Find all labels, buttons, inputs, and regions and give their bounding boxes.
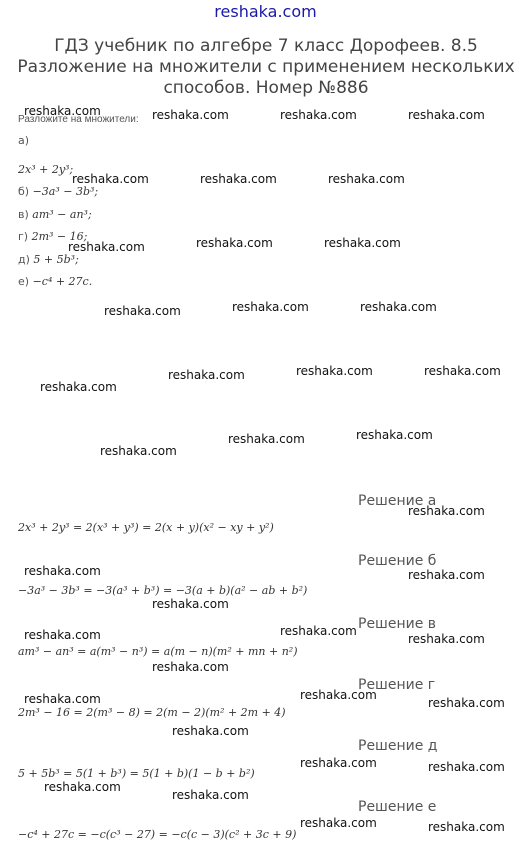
watermark: reshaka.com [104,304,181,318]
task-item-g: г) 2m³ − 16; [18,230,88,243]
watermark: reshaka.com [24,628,101,642]
solution-a-heading: Решение а [358,493,437,509]
watermark: reshaka.com [280,624,357,638]
watermark: reshaka.com [408,108,485,122]
watermark: reshaka.com [172,724,249,738]
page-title: ГДЗ учебник по алгебре 7 класс Дорофеев. 8.5 Разложение на множители с применением нескольких способов. Номер №886 [17,36,515,98]
watermark: reshaka.com [300,688,377,702]
watermark: reshaka.com [172,788,249,802]
task-intro: Разложите на множители: [18,114,139,125]
solution-e-formula: −c⁴ + 27c = −c(c³ − 27) = −c(c − 3)(c² + 3c + 9) [18,828,297,841]
watermark: reshaka.com [228,432,305,446]
task-item-b: б) −3a³ − 3b³; [18,185,99,198]
watermark: reshaka.com [24,692,101,706]
task-item-e: е) −c⁴ + 27c. [18,275,93,288]
watermark: reshaka.com [24,104,101,118]
watermark: reshaka.com [408,504,485,518]
watermark: reshaka.com [428,820,505,834]
watermark: reshaka.com [24,564,101,578]
solution-b-heading: Решение б [358,553,437,569]
solution-v-heading: Решение в [358,616,437,632]
watermark: reshaka.com [428,760,505,774]
solution-v-formula: am³ − an³ = a(m³ − n³) = a(m − n)(m² + mn + n²) [18,645,298,658]
watermark: reshaka.com [324,236,401,250]
watermark: reshaka.com [168,368,245,382]
watermark: reshaka.com [408,632,485,646]
watermark: reshaka.com [100,444,177,458]
site-header-link[interactable]: reshaka.com [214,2,317,21]
watermark: reshaka.com [152,660,229,674]
task-item-a-expr: 2x³ + 2y³; [18,163,74,176]
task-item-a-label: а) [18,134,30,147]
watermark: reshaka.com [44,780,121,794]
watermark: reshaka.com [296,364,373,378]
watermark: reshaka.com [72,172,149,186]
watermark: reshaka.com [408,568,485,582]
watermark: reshaka.com [300,756,377,770]
watermark: reshaka.com [424,364,501,378]
solution-d-formula: 5 + 5b³ = 5(1 + b³) = 5(1 + b)(1 − b + b²) [18,767,255,780]
watermark: reshaka.com [152,597,229,611]
watermark: reshaka.com [232,300,309,314]
solution-g-heading: Решение г [358,677,436,693]
watermark: reshaka.com [68,240,145,254]
watermark: reshaka.com [40,380,117,394]
watermark: reshaka.com [360,300,437,314]
watermark: reshaka.com [328,172,405,186]
task-item-d: д) 5 + 5b³; [18,253,79,266]
watermark: reshaka.com [428,696,505,710]
watermark: reshaka.com [280,108,357,122]
solution-d-heading: Решение д [358,738,438,754]
solution-g-formula: 2m³ − 16 = 2(m³ − 8) = 2(m − 2)(m² + 2m + 4) [18,706,286,719]
watermark: reshaka.com [152,108,229,122]
solution-e-heading: Решение е [358,799,437,815]
watermark: reshaka.com [300,816,377,830]
solution-a-formula: 2x³ + 2y³ = 2(x³ + y³) = 2(x + y)(x² − xy + y²) [18,521,274,534]
watermark: reshaka.com [196,236,273,250]
solution-b-formula: −3a³ − 3b³ = −3(a³ + b³) = −3(a + b)(a² − ab + b²) [18,584,308,597]
watermark: reshaka.com [356,428,433,442]
task-item-v: в) am³ − an³; [18,208,92,221]
watermark: reshaka.com [200,172,277,186]
